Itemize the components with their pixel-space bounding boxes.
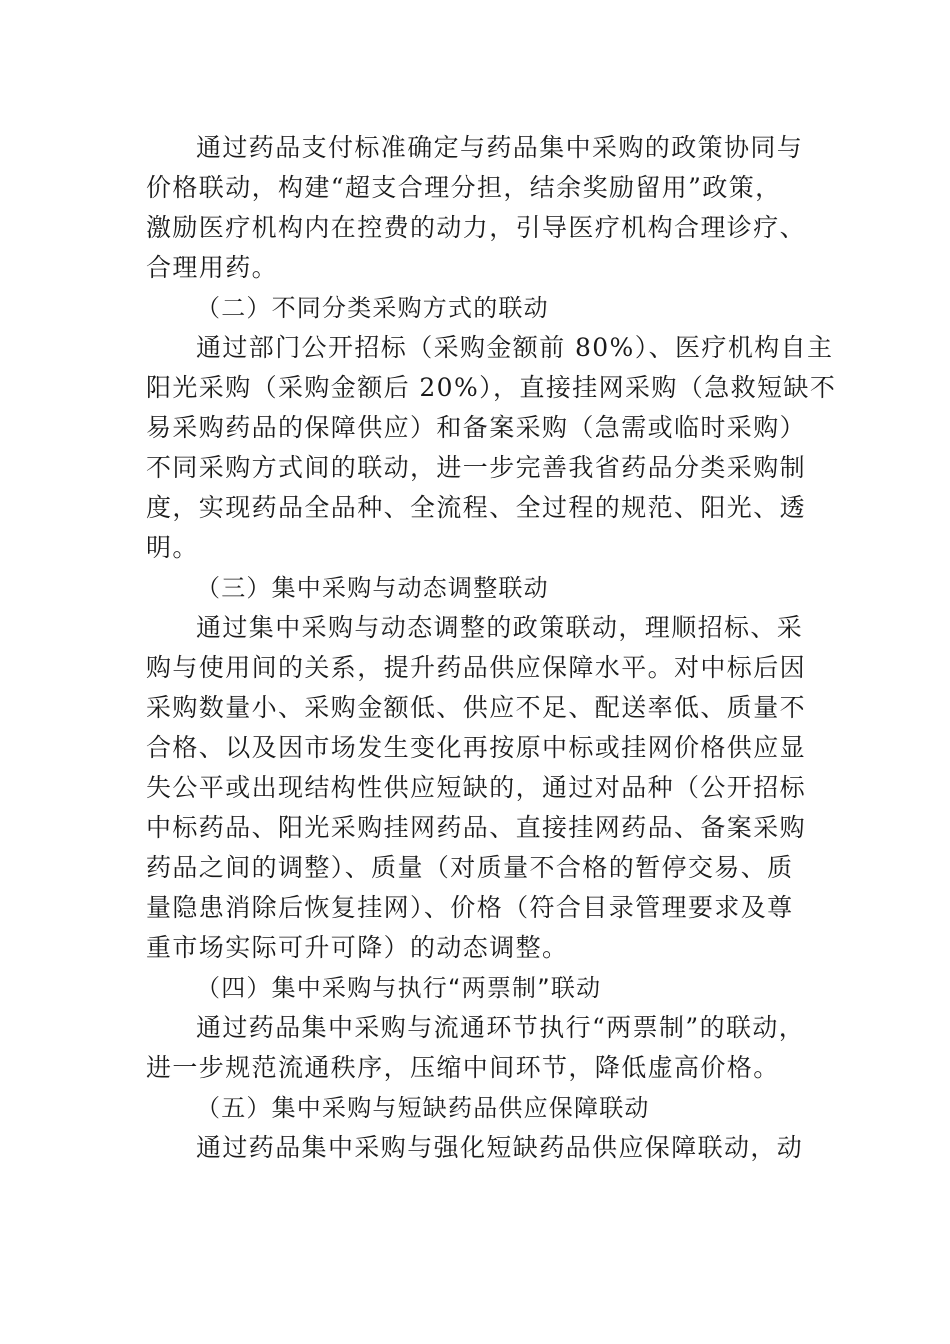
paragraph-line: 通过药品支付标准确定与药品集中采购的政策协同与 [196,133,804,162]
paragraph-line: 进一步规范流通秩序，压缩中间环节，降低虚高价格。 [146,1053,780,1082]
paragraph-line: 合格、以及因市场发生变化再按原中标或挂网价格供应显 [146,733,807,762]
paragraph-line: 不同采购方式间的联动，进一步完善我省药品分类采购制 [146,453,807,482]
paragraph-line: 激励医疗机构内在控费的动力，引导医疗机构合理诊疗、 [146,213,807,242]
paragraph-line: 价格联动，构建“超支合理分担，结余奖励留用”政策， [146,173,782,202]
paragraph-line: 度，实现药品全品种、全流程、全过程的规范、阳光、透 [146,493,807,522]
section-heading: （五）集中采购与短缺药品供应保障联动 [196,1094,650,1122]
paragraph-line: 失公平或出现结构性供应短缺的，通过对品种（公开招标 [146,773,807,802]
paragraph-line: 药品之间的调整）、质量（对质量不合格的暂停交易、质 [146,853,794,882]
paragraph-line: 通过药品集中采购与强化短缺药品供应保障联动，动 [196,1133,804,1162]
section-heading: （四）集中采购与执行“两票制”联动 [196,974,602,1002]
paragraph-line: 重市场实际可升可降）的动态调整。 [146,933,569,962]
paragraph-line: 通过药品集中采购与流通环节执行“两票制”的联动， [196,1013,806,1042]
paragraph-line: 采购数量小、采购金额低、供应不足、配送率低、质量不 [146,693,807,722]
paragraph-line: 通过部门公开招标（采购金额前 80%）、医疗机构自主 [196,333,834,362]
paragraph-line: 通过集中采购与动态调整的政策联动，理顺招标、采 [196,613,804,642]
paragraph-line: 易采购药品的保障供应）和备案采购（急需或临时采购） [146,413,807,442]
paragraph-line: 中标药品、阳光采购挂网药品、直接挂网药品、备案采购 [146,813,807,842]
paragraph-line: 明。 [146,533,199,562]
paragraph-line: 购与使用间的关系，提升药品供应保障水平。对中标后因 [146,653,807,682]
paragraph-line: 量隐患消除后恢复挂网）、价格（符合目录管理要求及尊 [146,893,794,922]
paragraph-line: 合理用药。 [146,253,279,282]
paragraph-line: 阳光采购（采购金额后 20%），直接挂网采购（急救短缺不 [146,373,837,402]
section-heading: （三）集中采购与动态调整联动 [196,574,549,602]
section-heading: （二）不同分类采购方式的联动 [196,294,549,322]
